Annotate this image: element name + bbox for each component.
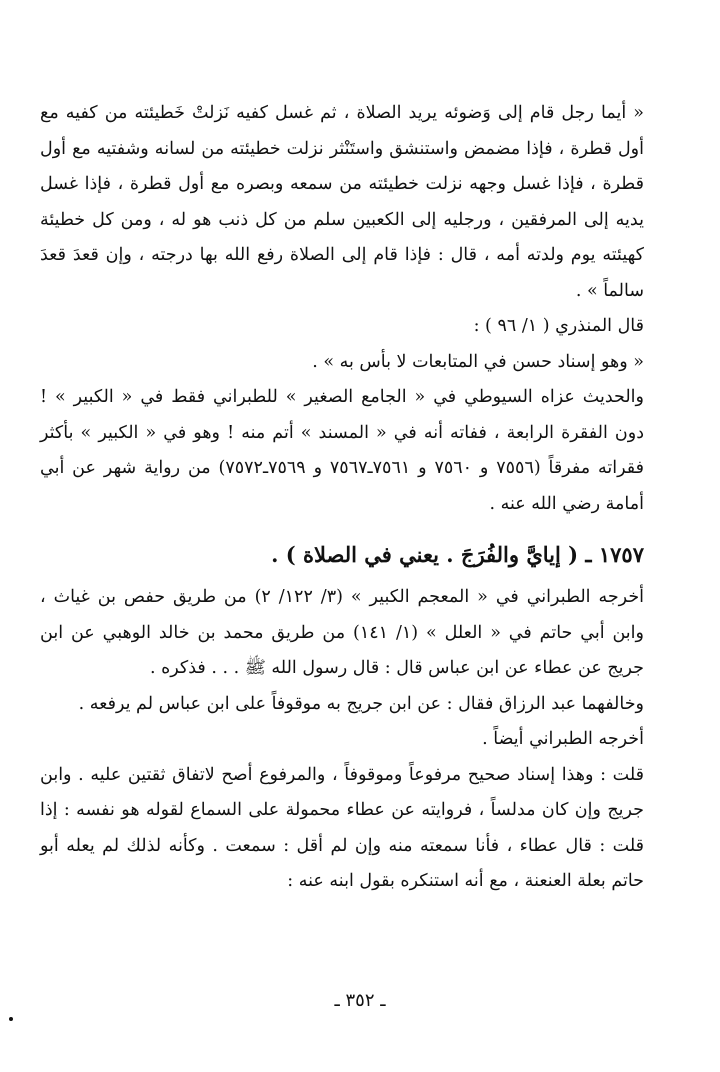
suyuti-note-paragraph: والحديث عزاه السيوطي في « الجامع الصغير » للطبراني فقط في « الكبير » ! دون الفقرة الرابعة ، ففاته أنه في « المسند » أتم منه ! وهو في « الكبير » بأكثر فقراته مفرقاً (٧٥٥٦ و ٧٥٦٠ و ٧٥٦١ـ٧٥٦٧ و ٧٥٦٩ـ٧٥٧٢) من رواية شهر عن أبي أمامة رضي الله عنه . [40,387,644,514]
page-body [40,96,644,900]
mundhiri-quote: « وهو إسناد حسن في المتابعات لا بأس به » . [312,351,644,372]
hadith-heading: ١٧٥٧ ـ ( إيايَّ والفُرَجَ . يعني في الصلاة ) . [271,542,644,567]
hadith-quote-paragraph: « أيما رجل قام إلى وَضوئه يريد الصلاة ، ثم غسل كفيه نَزلتْ خَطيئته من كفيه مع أول قطرة ، فإذا مضمض واستنشق واستَنْثر نزلت خطيئته من لسانه وشفتيه مع أول قطرة ، فإذا غسل وجهه نزلت خطيئته من سمعه وبصره مع أول قطرة ، فإذا غسل يديه إلى المرفقين ، ورجليه إلى الكعبين سلم من كل ذنب هو له ، ومن كل خطيئة كهيئته يوم ولدته أمه ، قال : فإذا قام إلى الصلاة رفع الله بها درجته ، وإن قعدَ قعدَ سالماً » . [40,103,644,301]
tabarani-also-line: أخرجه الطبراني أيضاً . [482,729,644,749]
page-number: ـ ٣٥٢ ـ [334,990,386,1011]
takhrij-paragraph: أخرجه الطبراني في « المعجم الكبير » (٣/ ١٢٢/ ٢) من طريق حفص بن غياث ، وابن أبي حاتم في « العلل » (١/ ١٤١) من طريق محمد بن خالد الوهبي عن ابن جريج عن عطاء عن ابن عباس قال : قال رسول الله ﷺ . . . فذكره . [40,587,644,678]
margin-dot [9,1017,13,1021]
abdulrazzaq-paragraph: وخالفهما عبد الرزاق فقال : عن ابن جريج به موقوفاً على ابن عباس لم يرفعه . [78,693,644,714]
conclusion-paragraph: قلت : وهذا إسناد صحيح مرفوعاً وموقوفاً ، والمرفوع أصح لاتفاق ثقتين عليه . وابن جريج وإن كان مدلساً ، فروايته عن عطاء محمولة على السماع لقوله هو نفسه : إذا قلت : قال عطاء ، فأنا سمعته منه وإن لم أقل : سمعت . وكأنه لذلك لم يعله أبو حاتم بعلة العنعنة ، مع أنه استنكره بقول ابنه عنه : [40,764,644,891]
mundhiri-intro: قال المنذري ( ١/ ٩٦ ) : [473,316,644,336]
